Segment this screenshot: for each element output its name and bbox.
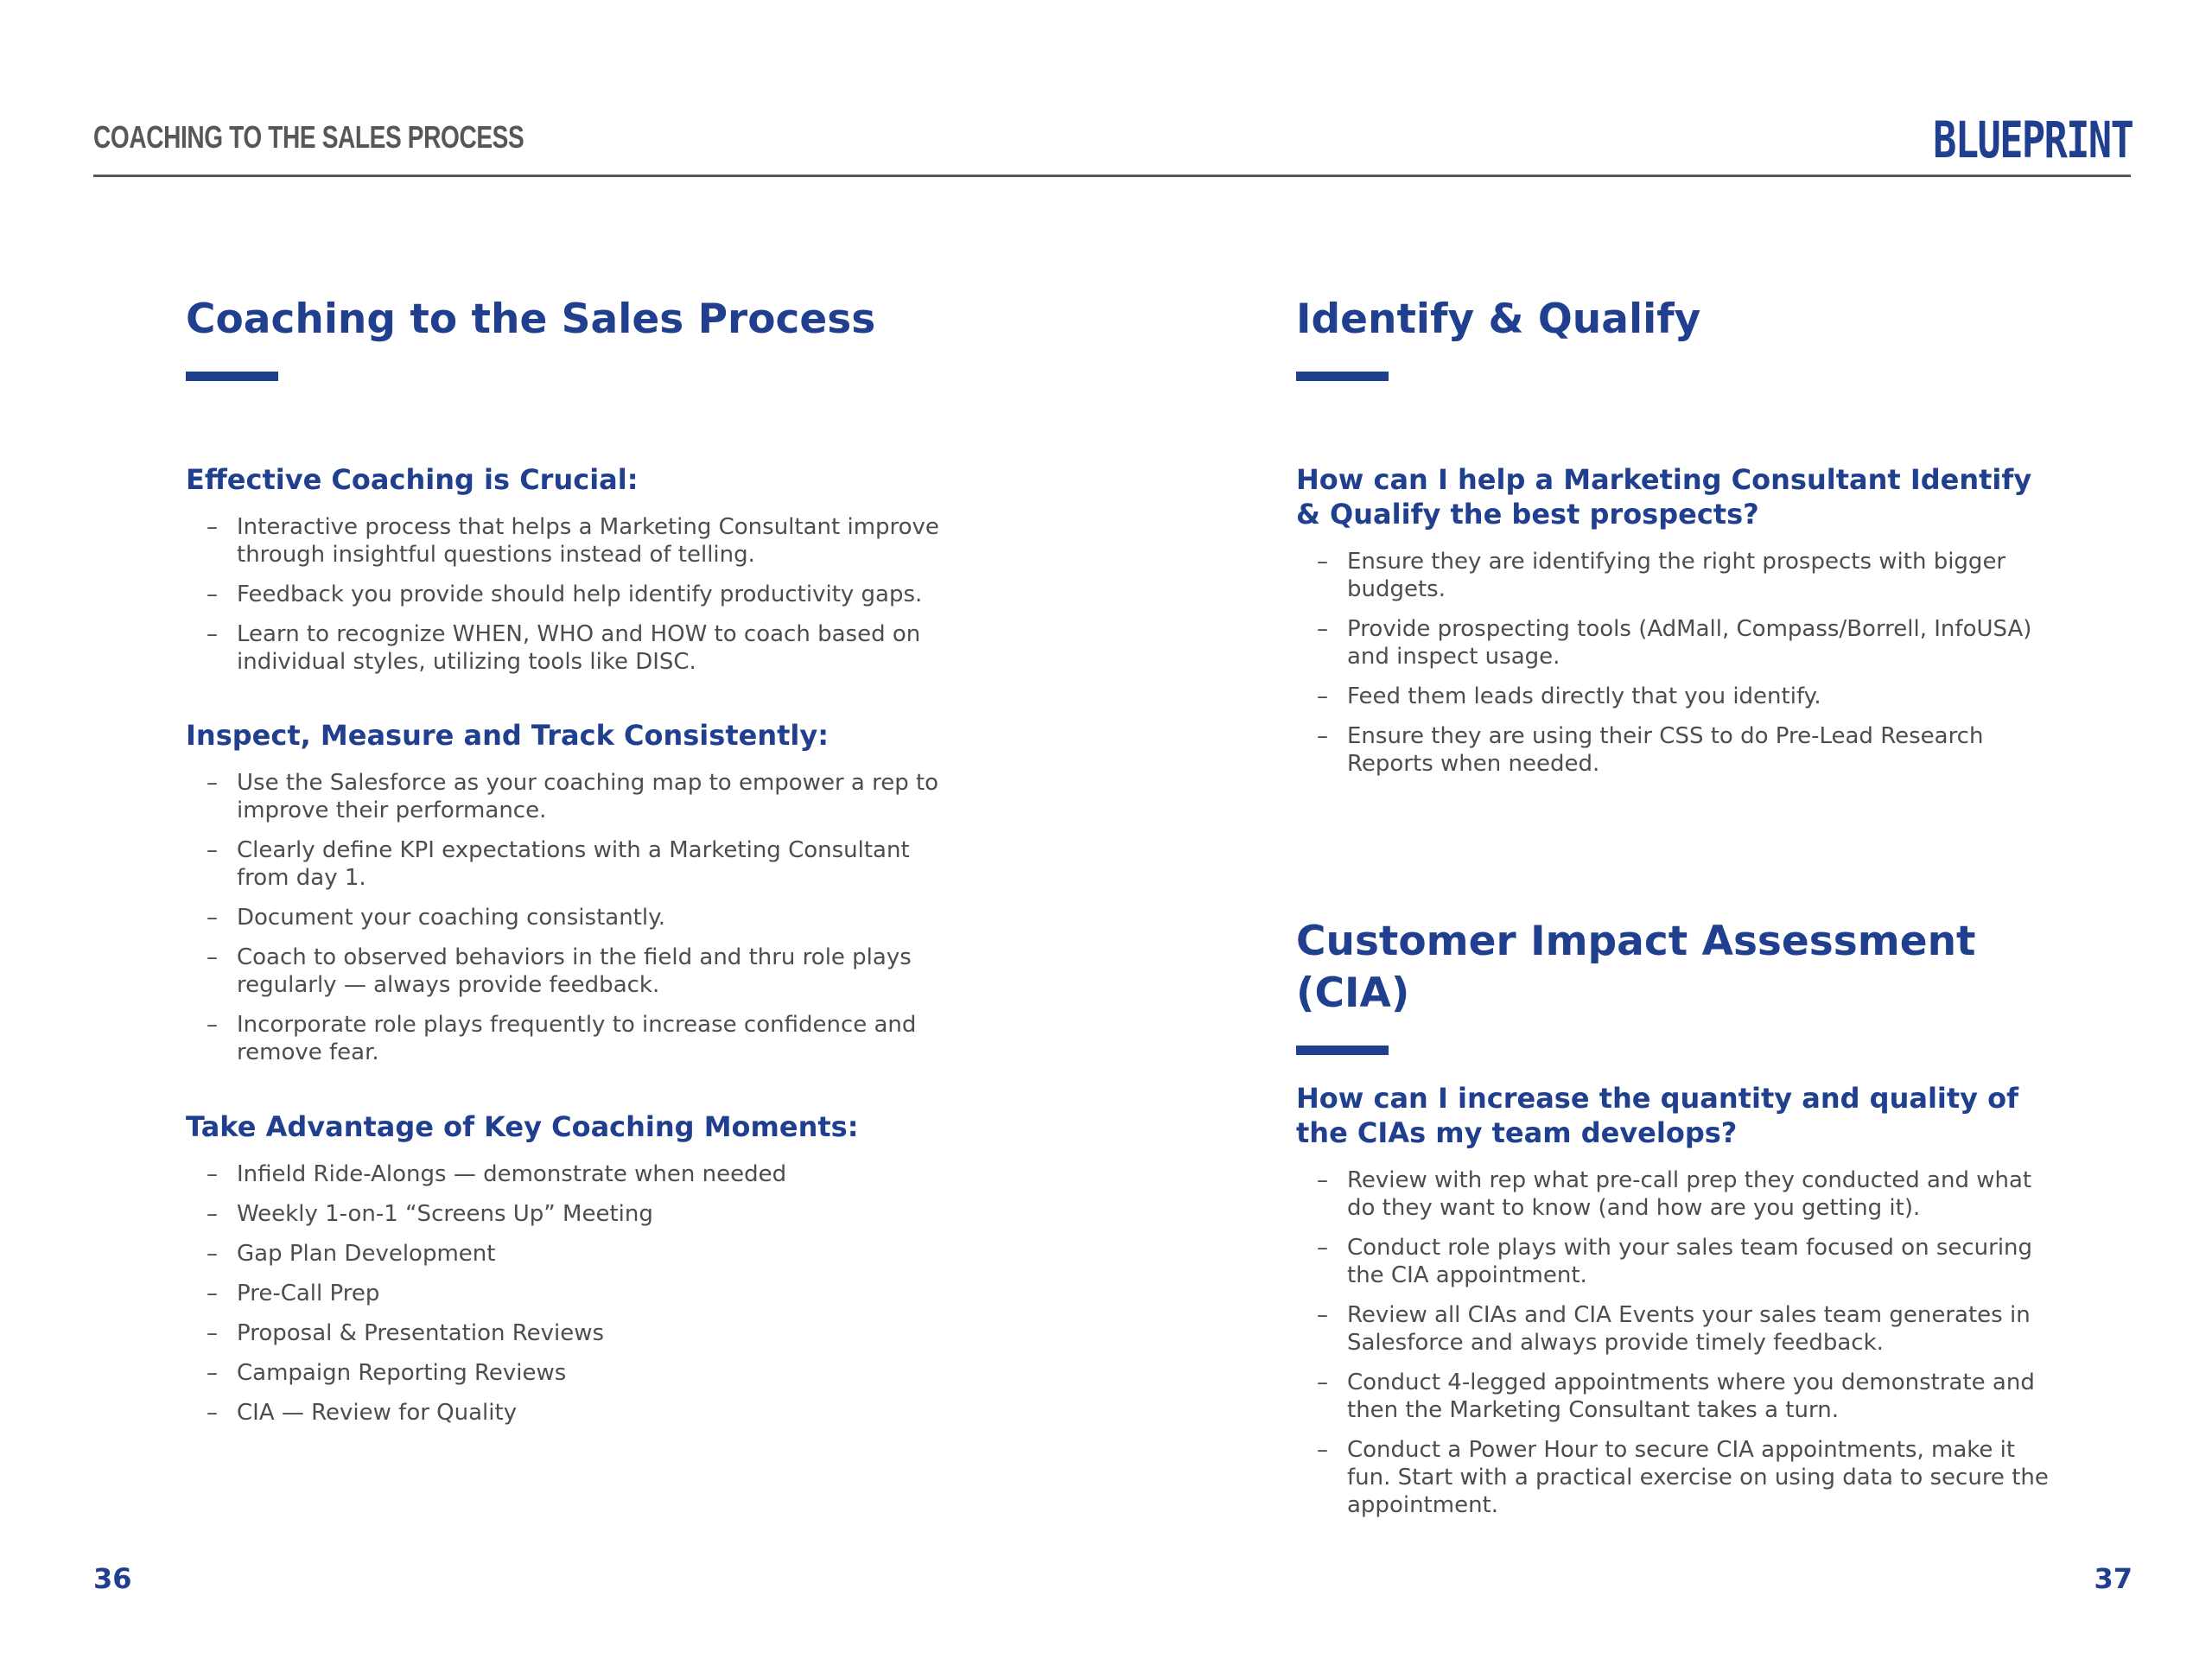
list-item — [186, 1319, 963, 1347]
dash-glyph: – — [1317, 616, 1328, 642]
list-item — [1296, 548, 2056, 603]
dash-glyph: – — [207, 1161, 218, 1187]
list-item — [186, 620, 963, 676]
bullet-list — [186, 1160, 963, 1427]
section-heading: Effective Coaching is Crucial: — [186, 463, 639, 496]
list-item — [186, 1280, 963, 1307]
list-item-text: Coach to observed behaviors in the field and thru role plays regularly — always provide feedback. — [237, 944, 912, 998]
dash-glyph: – — [1317, 1235, 1328, 1261]
list-item-text: Learn to recognize WHEN, WHO and HOW to coach based on individual styles, utilizing tools like DISC. — [237, 621, 921, 675]
blueprint-logo: BLUEPRINT — [1932, 111, 2133, 169]
right-page-content — [1296, 294, 2056, 1531]
dash-glyph: – — [1317, 1370, 1328, 1395]
list-item-text: Clearly define KPI expectations with a Marketing Consultant from day 1. — [237, 837, 910, 891]
list-item-text: Provide prospecting tools (AdMall, Compass/Borrell, InfoUSA) and inspect usage. — [1347, 616, 2032, 670]
identify-qualify-title: Identify & Qualify — [1296, 296, 1701, 343]
dash-glyph: – — [207, 1281, 218, 1306]
list-item-text: Proposal & Presentation Reviews — [237, 1320, 605, 1346]
list-item — [1296, 1301, 2056, 1357]
dash-glyph: – — [207, 1360, 218, 1386]
dash-glyph: – — [207, 1400, 218, 1426]
list-item-text: Review all CIAs and CIA Events your sales team generates in Salesforce and always provide timely feedback. — [1347, 1302, 2031, 1356]
list-item-text: Incorporate role plays frequently to increase confidence and remove fear. — [237, 1012, 917, 1065]
list-item — [186, 1399, 963, 1427]
section-heading: Take Advantage of Key Coaching Moments: — [186, 1110, 859, 1143]
list-item — [186, 1200, 963, 1228]
list-item — [186, 581, 963, 608]
identify-question: How can I help a Marketing Consultant Identify & Qualify the best prospects? — [1296, 463, 2032, 531]
page-number-right: 37 — [2094, 1562, 2133, 1595]
title-accent-bar — [186, 372, 278, 381]
title-accent-bar — [1296, 372, 1389, 381]
list-item-text: CIA — Review for Quality — [237, 1400, 518, 1426]
list-item-text: Ensure they are identifying the right prospects with bigger budgets. — [1347, 549, 2006, 602]
dash-glyph: – — [1317, 1437, 1328, 1463]
running-header: COACHING TO THE SALES PROCESS — [93, 119, 524, 155]
bullet-list — [186, 769, 963, 1066]
list-item — [186, 1011, 963, 1066]
dash-glyph: – — [207, 582, 218, 607]
cia-title: Customer Impact Assessment (CIA) — [1296, 918, 1976, 1017]
list-item — [1296, 615, 2056, 671]
list-item-text: Gap Plan Development — [237, 1241, 496, 1267]
list-item-text: Use the Salesforce as your coaching map to empower a rep to improve their performance. — [237, 770, 939, 823]
dash-glyph: – — [1317, 723, 1328, 749]
bullet-list — [1296, 1166, 2056, 1519]
dash-glyph: – — [1317, 1167, 1328, 1193]
dash-glyph: – — [1317, 683, 1328, 709]
dash-glyph: – — [207, 621, 218, 647]
dash-glyph: – — [207, 770, 218, 796]
list-item — [186, 1359, 963, 1387]
list-item-text: Ensure they are using their CSS to do Pre-Lead Research Reports when needed. — [1347, 723, 1984, 777]
list-item-text: Conduct a Power Hour to secure CIA appointments, make it fun. Start with a practical exercise on using data to secure the appointment. — [1347, 1437, 2049, 1518]
list-item-text: Conduct 4-legged appointments where you demonstrate and then the Marketing Consultant takes a turn. — [1347, 1370, 2035, 1423]
title-accent-bar — [1296, 1046, 1389, 1055]
list-item-text: Feedback you provide should help identify productivity gaps. — [237, 582, 923, 607]
list-item — [186, 1160, 963, 1188]
list-item — [1296, 1369, 2056, 1424]
dash-glyph: – — [207, 514, 218, 540]
list-item — [1296, 1234, 2056, 1289]
dash-glyph: – — [1317, 549, 1328, 575]
list-item-text: Infield Ride-Alongs — demonstrate when needed — [237, 1161, 787, 1187]
list-item-text: Pre-Call Prep — [237, 1281, 380, 1306]
list-item — [186, 769, 963, 824]
bullet-list — [1296, 548, 2056, 778]
left-page-title: Coaching to the Sales Process — [186, 296, 876, 343]
list-item — [186, 904, 963, 931]
dash-glyph: – — [207, 1320, 218, 1346]
list-item-text: Review with rep what pre-call prep they conducted and what do they want to know (and how are you getting it). — [1347, 1167, 2032, 1221]
bullet-list — [186, 513, 963, 676]
dash-glyph: – — [207, 1012, 218, 1038]
list-item — [1296, 683, 2056, 710]
header-rule — [93, 175, 2131, 177]
list-item — [1296, 1436, 2056, 1519]
list-item-text: Weekly 1-on-1 “Screens Up” Meeting — [237, 1201, 653, 1227]
left-page-content — [186, 294, 963, 1439]
list-item — [186, 836, 963, 892]
page-number-left: 36 — [93, 1562, 132, 1595]
list-item-text: Interactive process that helps a Marketing Consultant improve through insightful questions instead of telling. — [237, 514, 939, 568]
dash-glyph: – — [207, 837, 218, 863]
list-item — [186, 1240, 963, 1268]
list-item — [186, 944, 963, 999]
dash-glyph: – — [207, 944, 218, 970]
list-item — [1296, 1166, 2056, 1222]
dash-glyph: – — [207, 905, 218, 931]
list-item — [186, 513, 963, 569]
dash-glyph: – — [207, 1201, 218, 1227]
dash-glyph: – — [207, 1241, 218, 1267]
list-item-text: Document your coaching consistantly. — [237, 905, 666, 931]
list-item-text: Feed them leads directly that you identify. — [1347, 683, 1821, 709]
list-item-text: Campaign Reporting Reviews — [237, 1360, 567, 1386]
section-heading: Inspect, Measure and Track Consistently: — [186, 719, 830, 752]
dash-glyph: – — [1317, 1302, 1328, 1328]
cia-question: How can I increase the quantity and quality of the CIAs my team develops? — [1296, 1082, 2019, 1149]
list-item-text: Conduct role plays with your sales team focused on securing the CIA appointment. — [1347, 1235, 2033, 1288]
list-item — [1296, 722, 2056, 778]
